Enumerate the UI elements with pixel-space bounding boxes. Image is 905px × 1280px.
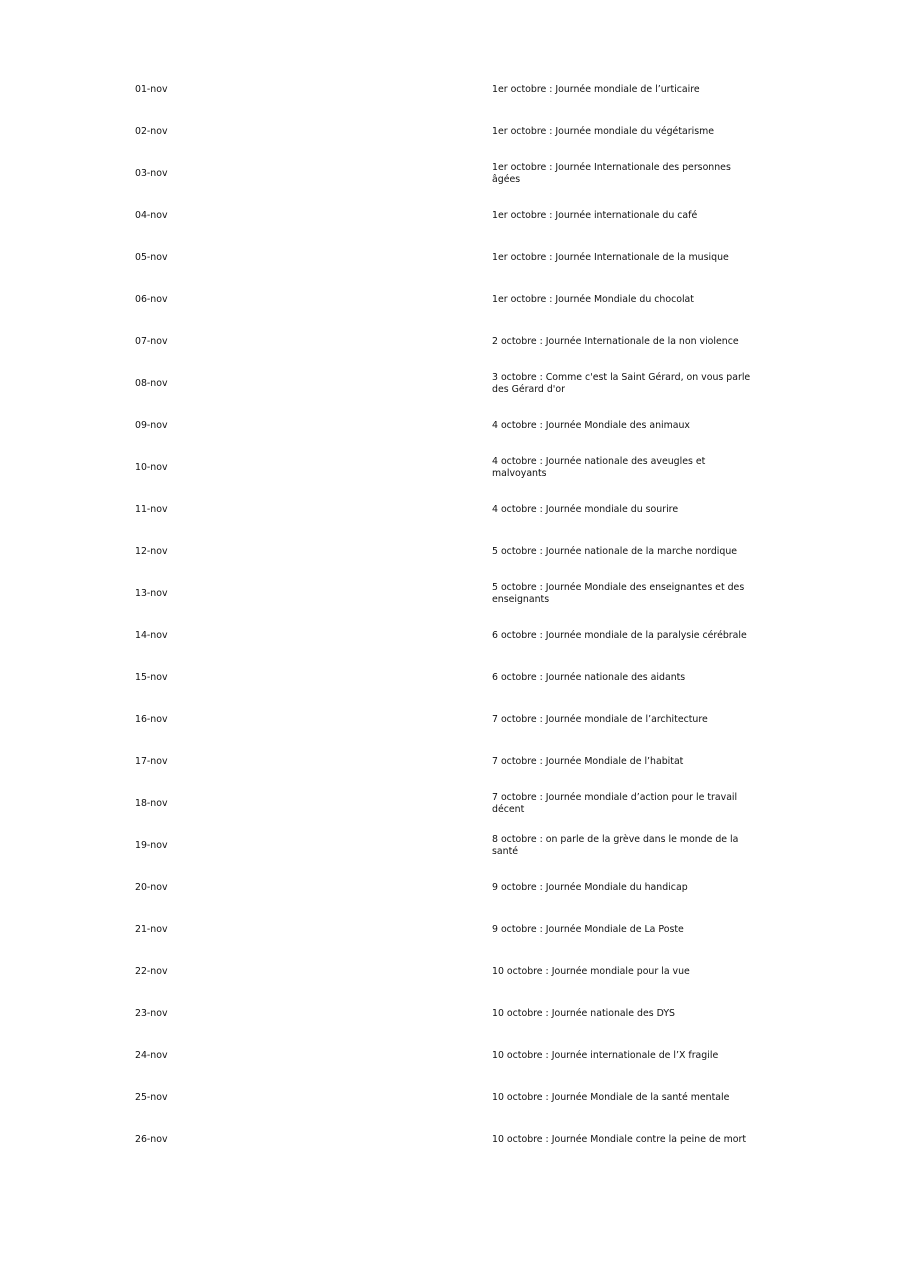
calendar-table	[0, 69, 905, 1161]
table-row	[0, 615, 905, 657]
date-cell: 13-nov	[135, 588, 168, 599]
table-row	[0, 657, 905, 699]
event-text: 1er octobre : Journée Mondiale du chocolat	[492, 294, 694, 305]
event-text: 9 octobre : Journée Mondiale du handicap	[492, 882, 688, 893]
table-row	[0, 69, 905, 111]
event-cell	[492, 279, 754, 321]
table-row	[0, 825, 905, 867]
event-cell	[492, 993, 754, 1035]
event-text: 1er octobre : Journée mondiale du végétarisme	[492, 126, 714, 137]
event-text: 6 octobre : Journée nationale des aidants	[492, 672, 686, 683]
table-row	[0, 1077, 905, 1119]
event-cell	[492, 363, 754, 405]
event-text: 1er octobre : Journée Internationale des personnes âgées	[492, 162, 731, 185]
table-row	[0, 993, 905, 1035]
date-cell: 06-nov	[135, 294, 168, 305]
date-cell: 03-nov	[135, 168, 168, 179]
event-text: 3 octobre : Comme c'est la Saint Gérard, on vous parle des Gérard d'or	[492, 372, 751, 395]
event-cell	[492, 909, 754, 951]
date-cell: 04-nov	[135, 210, 168, 221]
event-cell	[492, 1119, 754, 1161]
event-text: 10 octobre : Journée nationale des DYS	[492, 1008, 675, 1019]
event-cell	[492, 531, 754, 573]
date-cell: 18-nov	[135, 798, 168, 809]
table-row	[0, 195, 905, 237]
event-text: 10 octobre : Journée internationale de l’X fragile	[492, 1050, 719, 1061]
date-cell: 09-nov	[135, 420, 168, 431]
date-cell: 17-nov	[135, 756, 168, 767]
event-cell	[492, 1077, 754, 1119]
table-row	[0, 867, 905, 909]
event-cell	[492, 237, 754, 279]
event-text: 8 octobre : on parle de la grève dans le monde de la santé	[492, 834, 739, 857]
date-cell: 12-nov	[135, 546, 168, 557]
table-row	[0, 531, 905, 573]
date-cell: 14-nov	[135, 630, 168, 641]
table-row	[0, 405, 905, 447]
date-cell: 23-nov	[135, 1008, 168, 1019]
table-row	[0, 111, 905, 153]
table-row	[0, 153, 905, 195]
event-text: 1er octobre : Journée internationale du café	[492, 210, 698, 221]
event-cell	[492, 195, 754, 237]
date-cell: 20-nov	[135, 882, 168, 893]
event-text: 10 octobre : Journée Mondiale de la santé mentale	[492, 1092, 730, 1103]
date-cell: 05-nov	[135, 252, 168, 263]
event-cell	[492, 951, 754, 993]
event-cell	[492, 447, 754, 489]
table-row	[0, 951, 905, 993]
event-cell	[492, 321, 754, 363]
table-row	[0, 573, 905, 615]
event-cell	[492, 699, 754, 741]
event-text: 7 octobre : Journée mondiale d’action pour le travail décent	[492, 792, 738, 815]
date-cell: 19-nov	[135, 840, 168, 851]
event-cell	[492, 615, 754, 657]
table-row	[0, 279, 905, 321]
event-text: 2 octobre : Journée Internationale de la non violence	[492, 336, 739, 347]
event-cell	[492, 573, 754, 615]
event-cell	[492, 1035, 754, 1077]
table-row	[0, 741, 905, 783]
date-cell: 25-nov	[135, 1092, 168, 1103]
event-text: 4 octobre : Journée mondiale du sourire	[492, 504, 679, 515]
table-row	[0, 363, 905, 405]
date-cell: 07-nov	[135, 336, 168, 347]
event-cell	[492, 153, 754, 195]
date-cell: 11-nov	[135, 504, 168, 515]
event-text: 9 octobre : Journée Mondiale de La Poste	[492, 924, 684, 935]
event-cell	[492, 657, 754, 699]
event-cell	[492, 405, 754, 447]
event-text: 1er octobre : Journée mondiale de l’urticaire	[492, 84, 700, 95]
event-cell	[492, 69, 754, 111]
table-row	[0, 489, 905, 531]
event-text: 7 octobre : Journée mondiale de l’architecture	[492, 714, 708, 725]
table-row	[0, 447, 905, 489]
date-cell: 24-nov	[135, 1050, 168, 1061]
table-row	[0, 321, 905, 363]
date-cell: 26-nov	[135, 1134, 168, 1145]
event-text: 7 octobre : Journée Mondiale de l’habitat	[492, 756, 684, 767]
table-row	[0, 237, 905, 279]
event-cell	[492, 741, 754, 783]
event-text: 1er octobre : Journée Internationale de la musique	[492, 252, 729, 263]
date-cell: 15-nov	[135, 672, 168, 683]
date-cell: 08-nov	[135, 378, 168, 389]
event-cell	[492, 867, 754, 909]
date-cell: 10-nov	[135, 462, 168, 473]
table-row	[0, 909, 905, 951]
event-text: 10 octobre : Journée Mondiale contre la peine de mort	[492, 1134, 747, 1145]
event-text: 4 octobre : Journée Mondiale des animaux	[492, 420, 690, 431]
date-cell: 21-nov	[135, 924, 168, 935]
event-text: 4 octobre : Journée nationale des aveugles et malvoyants	[492, 456, 706, 479]
table-row	[0, 783, 905, 825]
event-text: 10 octobre : Journée mondiale pour la vue	[492, 966, 690, 977]
event-cell	[492, 825, 754, 867]
date-cell: 22-nov	[135, 966, 168, 977]
date-cell: 02-nov	[135, 126, 168, 137]
table-row	[0, 1119, 905, 1161]
event-text: 6 octobre : Journée mondiale de la paralysie cérébrale	[492, 630, 747, 641]
table-row	[0, 1035, 905, 1077]
date-cell: 16-nov	[135, 714, 168, 725]
date-cell: 01-nov	[135, 84, 168, 95]
event-text: 5 octobre : Journée nationale de la marche nordique	[492, 546, 738, 557]
table-row	[0, 699, 905, 741]
event-text: 5 octobre : Journée Mondiale des enseignantes et des enseignants	[492, 582, 745, 605]
event-cell	[492, 489, 754, 531]
event-cell	[492, 111, 754, 153]
event-cell	[492, 783, 754, 825]
